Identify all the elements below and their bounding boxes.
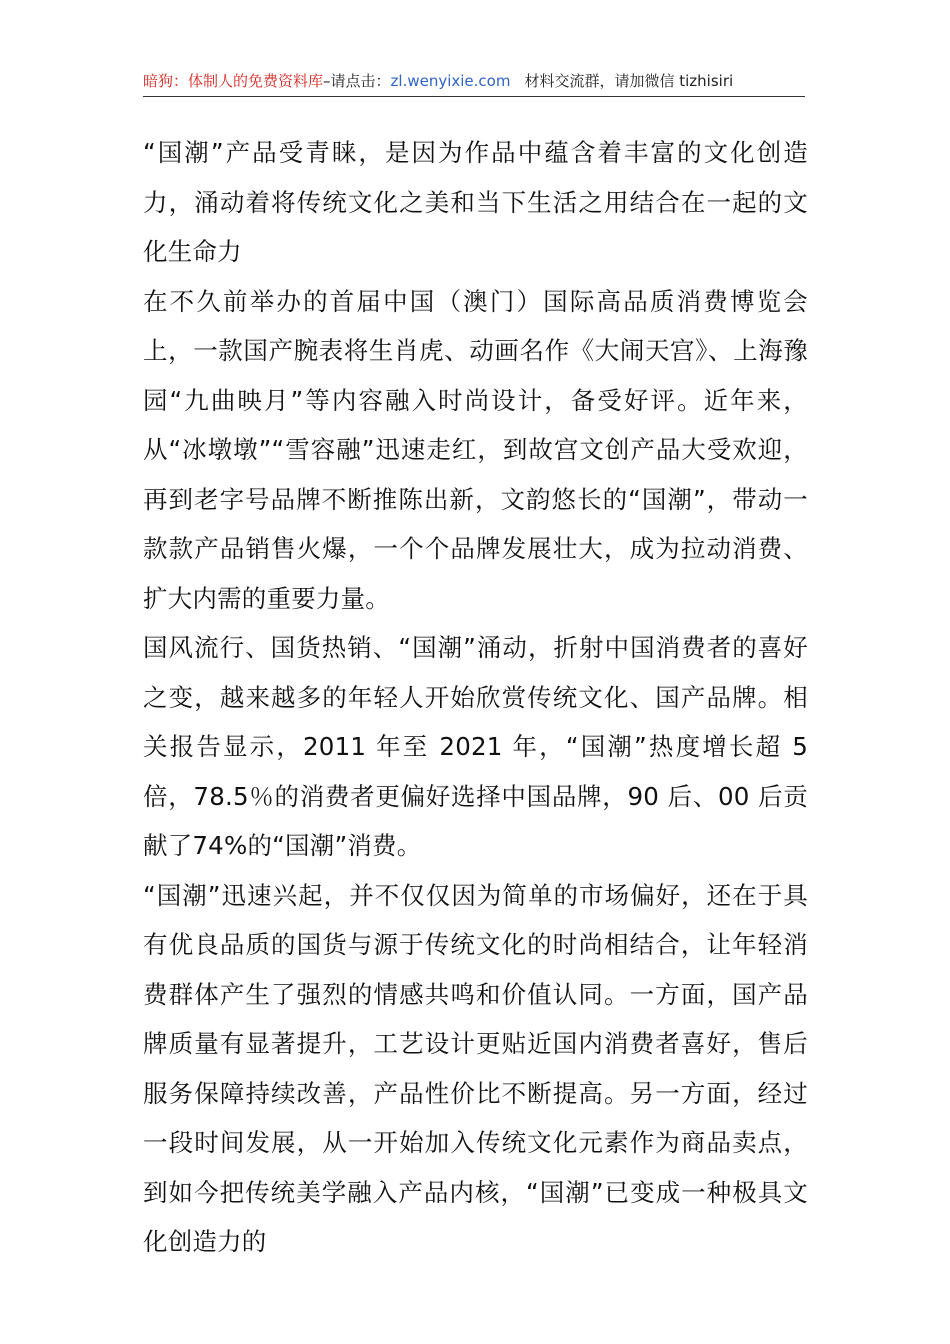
header-contact: 材料交流群，请加微信 tizhisiri bbox=[524, 72, 734, 90]
header-brand: 暗狗：体制人的免费资料库 bbox=[143, 72, 324, 90]
article-paragraph: 在不久前举办的首届中国（澳门）国际高品质消费博览会上，一款国产腕表将生肖虎、动画名作《大闹天宫》、上海豫园“九曲映月”等内容融入时尚设计，备受好评。近年来，从“冰墩墩”“雪容融”迅速走红，到故宫文创产品大受欢迎，再到老字号品牌不断推陈出新，文韵悠长的“国潮”，带动一款款产品销售火爆，一个个品牌发展壮大，成为拉动消费、扩大内需的重要力量。 bbox=[143, 286, 808, 613]
article-body bbox=[143, 128, 808, 1267]
article-paragraph: “国潮”迅速兴起，并不仅仅因为简单的市场偏好，还在于具有优良品质的国货与源于传统文化的时尚相结合，让年轻消费群体产生了强烈的情感共鸣和价值认同。一方面，国产品牌质量有显著提升，工艺设计更贴近国内消费者喜好，售后服务保障持续改善，产品性价比不断提高。另一方面，经过一段时间发展，从一开始加入传统文化元素作为商品卖点，到如今把传统美学融入产品内核，“国潮”已变成一种极具文化创造力的 bbox=[143, 880, 808, 1256]
article-paragraph: 国风流行、国货热销、“国潮”涌动，折射中国消费者的喜好之变，越来越多的年轻人开始欣赏传统文化、国产品牌。相关报告显示，2011 年至 2021 年，“国潮”热度增长超 5 倍，78.5％的消费者更偏好选择中国品牌，90 后、00 后贡献了74%的“国潮”消费。 bbox=[143, 633, 808, 860]
page-header bbox=[143, 68, 805, 97]
header-link-prefix: –请点击： bbox=[323, 72, 391, 90]
article-paragraph: “国潮”产品受青睐，是因为作品中蕴含着丰富的文化创造力，涌动着将传统文化之美和当下生活之用结合在一起的文化生命力 bbox=[143, 138, 808, 266]
header-url-link[interactable]: zl.wenyixie.com bbox=[390, 72, 511, 90]
